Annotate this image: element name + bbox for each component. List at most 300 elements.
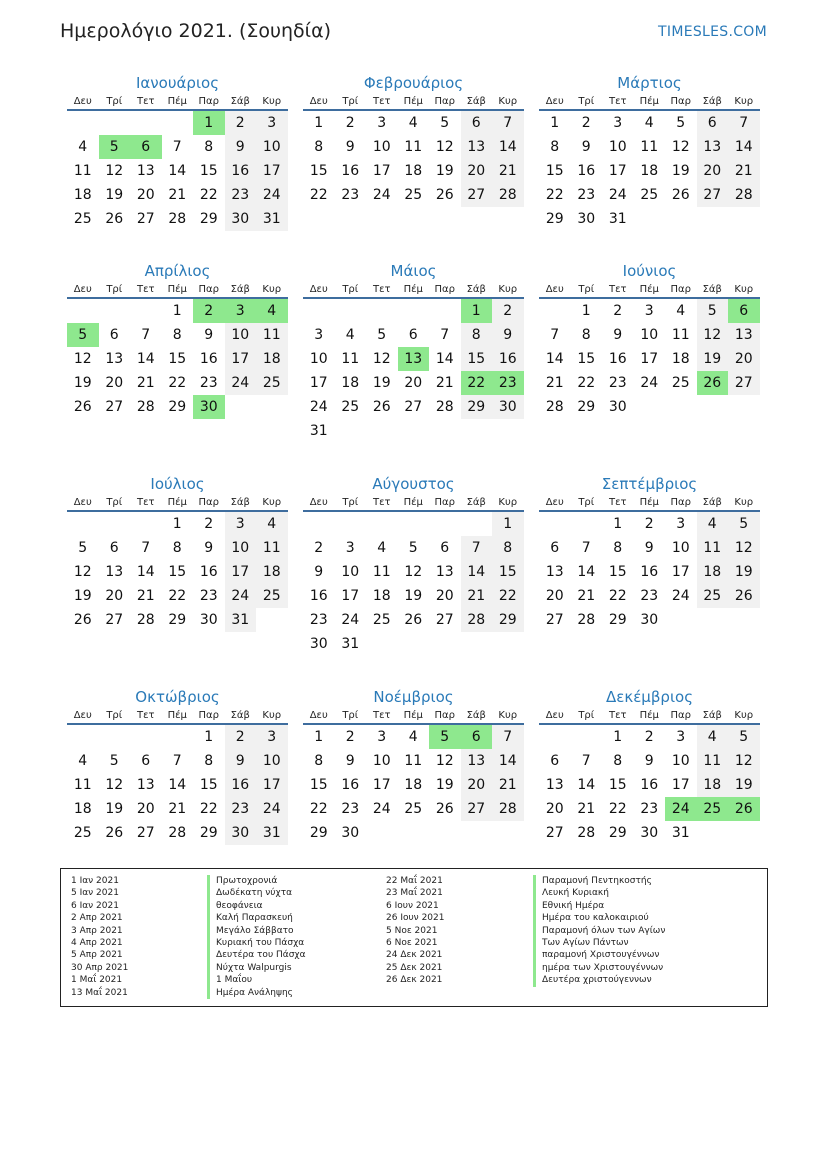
week-row	[303, 821, 524, 845]
day-cell: 20	[105, 375, 124, 391]
day-cell: 13	[136, 777, 155, 793]
day-cell: 24	[256, 183, 288, 207]
day-cell: 30	[608, 399, 627, 415]
weekday-label: Κυρ	[734, 284, 754, 295]
day-cell: 25	[256, 584, 288, 608]
week-row	[67, 183, 288, 207]
day-cell: 17	[256, 773, 288, 797]
month-calendar	[303, 473, 524, 656]
day-cell: 15	[545, 163, 564, 179]
empty-day-cell	[728, 608, 760, 632]
day-cell: 13	[728, 323, 760, 347]
day-cell: 29	[199, 211, 218, 227]
week-row	[67, 207, 288, 231]
legend-date: 30 Απρ 2021	[71, 962, 129, 973]
day-cell: 19	[372, 375, 391, 391]
day-cell: 25	[404, 801, 423, 817]
weekday-label: Τετ	[372, 96, 391, 107]
weekday-label: Παρ	[434, 96, 455, 107]
day-cell: 11	[404, 753, 423, 769]
day-cell: 3	[613, 115, 623, 131]
day-cell: 31	[225, 608, 257, 632]
weekday-label: Σάβ	[230, 284, 250, 295]
week-row	[539, 299, 760, 323]
day-cell: 12	[728, 749, 760, 773]
legend-holiday-name: Λευκή Κυριακή	[533, 887, 665, 899]
day-cell: 28	[461, 608, 493, 632]
day-cell: 4	[377, 540, 387, 556]
week-row	[303, 183, 524, 207]
day-cell: 2	[492, 299, 524, 323]
day-cell: 14	[435, 351, 454, 367]
weekday-label: Δευ	[73, 497, 92, 508]
day-cell: 21	[136, 375, 155, 391]
weekday-label: Κυρ	[498, 284, 518, 295]
day-cell: 16	[341, 163, 360, 179]
day-cell: 21	[577, 588, 596, 604]
day-cell: 1	[172, 303, 182, 319]
empty-day-cell	[697, 608, 729, 632]
day-cell: 23	[225, 797, 257, 821]
day-cell: 13	[136, 163, 155, 179]
day-cell: 24	[341, 612, 360, 628]
month-calendar	[539, 473, 760, 632]
holiday-day-cell: 1	[193, 111, 225, 135]
day-cell: 19	[435, 163, 454, 179]
day-cell: 12	[728, 536, 760, 560]
weekday-label: Τρί	[578, 710, 595, 721]
day-cell: 16	[225, 773, 257, 797]
weekday-label: Τετ	[136, 284, 155, 295]
legend-dates-right	[386, 875, 444, 987]
week-row	[67, 299, 288, 323]
weekday-label: Σάβ	[466, 497, 486, 508]
day-cell: 17	[372, 777, 391, 793]
day-cell: 19	[728, 773, 760, 797]
day-cell: 11	[697, 536, 729, 560]
weekday-label: Κυρ	[262, 497, 282, 508]
weekday-label: Τρί	[578, 497, 595, 508]
day-cell: 11	[404, 139, 423, 155]
day-cell: 22	[168, 375, 187, 391]
week-row	[303, 773, 524, 797]
weekday-label: Κυρ	[734, 497, 754, 508]
day-cell: 29	[608, 825, 627, 841]
day-cell: 16	[492, 347, 524, 371]
day-cell: 14	[168, 777, 187, 793]
day-cell: 11	[671, 327, 690, 343]
day-cell: 2	[314, 540, 324, 556]
day-cell: 4	[408, 115, 418, 131]
week-row	[539, 560, 760, 584]
month-name: Δεκέμβριος	[605, 688, 693, 706]
day-cell: 4	[676, 303, 686, 319]
empty-day-cell	[335, 512, 367, 536]
holiday-day-cell: 6	[728, 299, 760, 323]
week-row	[303, 725, 524, 749]
day-cell: 23	[199, 375, 218, 391]
month-calendar	[539, 260, 760, 419]
weekday-header	[539, 94, 760, 111]
day-cell: 4	[644, 115, 654, 131]
day-cell: 5	[697, 299, 729, 323]
legend-holiday-name: Δευτέρα χριστούγεννων	[533, 974, 665, 986]
day-cell: 24	[372, 187, 391, 203]
weekday-label: Δευ	[545, 96, 564, 107]
empty-day-cell	[539, 725, 571, 749]
weekday-header	[539, 282, 760, 299]
day-cell: 2	[204, 516, 214, 532]
day-cell: 22	[199, 801, 218, 817]
month-calendar	[539, 72, 760, 231]
weekday-label: Κυρ	[262, 284, 282, 295]
day-cell: 1	[550, 115, 560, 131]
day-cell: 27	[461, 183, 493, 207]
day-cell: 14	[728, 135, 760, 159]
month-calendar	[303, 72, 524, 207]
weekday-header	[67, 282, 288, 299]
day-cell: 5	[408, 540, 418, 556]
empty-day-cell	[665, 207, 697, 231]
day-cell: 30	[225, 821, 257, 845]
day-cell: 27	[545, 612, 564, 628]
day-cell: 13	[461, 749, 493, 773]
legend-date: 5 Απρ 2021	[71, 950, 123, 961]
day-cell: 28	[577, 825, 596, 841]
day-cell: 27	[105, 612, 124, 628]
day-cell: 15	[461, 347, 493, 371]
day-cell: 27	[404, 399, 423, 415]
month-calendar	[67, 72, 288, 231]
weekday-label: Δευ	[73, 284, 92, 295]
month-calendar	[539, 686, 760, 845]
day-cell: 8	[461, 323, 493, 347]
day-cell: 4	[345, 327, 355, 343]
day-cell: 13	[545, 564, 564, 580]
week-row	[303, 560, 524, 584]
month-calendar	[67, 260, 288, 419]
day-cell: 30	[309, 636, 328, 652]
weekday-label: Τρί	[342, 497, 359, 508]
day-cell: 23	[199, 588, 218, 604]
weekday-header	[67, 495, 288, 512]
day-cell: 2	[644, 729, 654, 745]
week-row	[303, 347, 524, 371]
day-cell: 23	[577, 187, 596, 203]
day-cell: 15	[492, 560, 524, 584]
week-row	[539, 749, 760, 773]
day-cell: 18	[256, 347, 288, 371]
empty-day-cell	[67, 512, 99, 536]
day-cell: 6	[697, 111, 729, 135]
day-cell: 26	[671, 187, 690, 203]
day-cell: 17	[372, 163, 391, 179]
weekday-label: Παρ	[198, 96, 219, 107]
weekday-label: Τετ	[372, 497, 391, 508]
week-row	[303, 749, 524, 773]
day-cell: 8	[613, 753, 623, 769]
empty-day-cell	[366, 632, 398, 656]
day-cell: 2	[345, 729, 355, 745]
week-row	[67, 797, 288, 821]
weekday-label: Πέμ	[403, 284, 423, 295]
day-cell: 7	[581, 540, 591, 556]
day-cell: 12	[105, 777, 124, 793]
holiday-day-cell: 5	[429, 725, 461, 749]
day-cell: 20	[461, 159, 493, 183]
day-cell: 21	[492, 773, 524, 797]
day-cell: 30	[640, 612, 659, 628]
day-cell: 16	[309, 588, 328, 604]
weekday-header	[303, 708, 524, 725]
week-row	[67, 135, 288, 159]
day-cell: 29	[545, 211, 564, 227]
day-cell: 15	[608, 564, 627, 580]
day-cell: 3	[256, 725, 288, 749]
day-cell: 30	[199, 612, 218, 628]
week-row	[539, 584, 760, 608]
day-cell: 2	[581, 115, 591, 131]
day-cell: 16	[341, 777, 360, 793]
legend-date: 6 Ιαν 2021	[71, 900, 119, 911]
legend-date: 25 Δεκ 2021	[386, 962, 443, 973]
weekday-label: Δευ	[545, 497, 564, 508]
day-cell: 26	[435, 801, 454, 817]
empty-day-cell	[162, 111, 194, 135]
month-name: Σεπτέμβριος	[601, 475, 698, 493]
day-cell: 15	[577, 351, 596, 367]
day-cell: 10	[225, 323, 257, 347]
day-cell: 18	[671, 351, 690, 367]
day-cell: 9	[225, 749, 257, 773]
day-cell: 27	[435, 612, 454, 628]
day-cell: 12	[671, 139, 690, 155]
weekday-label: Πέμ	[639, 710, 659, 721]
weekday-label: Τετ	[608, 96, 627, 107]
weekday-label: Πέμ	[639, 284, 659, 295]
day-cell: 2	[225, 725, 257, 749]
day-cell: 24	[671, 588, 690, 604]
day-cell: 5	[676, 115, 686, 131]
weekday-label: Τετ	[608, 710, 627, 721]
day-cell: 17	[671, 777, 690, 793]
empty-day-cell	[429, 299, 461, 323]
day-cell: 1	[314, 729, 324, 745]
day-cell: 24	[372, 801, 391, 817]
holiday-day-cell: 23	[492, 371, 524, 395]
legend-dates-left	[71, 875, 128, 999]
day-cell: 8	[314, 139, 324, 155]
day-cell: 13	[461, 135, 493, 159]
day-cell: 25	[73, 825, 92, 841]
brand-link[interactable]: TIMESLES.COM	[658, 24, 767, 40]
day-cell: 18	[73, 187, 92, 203]
week-row	[303, 135, 524, 159]
day-cell: 5	[377, 327, 387, 343]
holiday-day-cell: 6	[461, 725, 493, 749]
day-cell: 3	[314, 327, 324, 343]
day-cell: 13	[545, 777, 564, 793]
day-cell: 25	[640, 187, 659, 203]
weekday-label: Παρ	[670, 284, 691, 295]
day-cell: 6	[408, 327, 418, 343]
day-cell: 4	[697, 725, 729, 749]
day-cell: 3	[676, 729, 686, 745]
weekday-header	[303, 282, 524, 299]
empty-day-cell	[335, 419, 367, 443]
day-cell: 4	[256, 512, 288, 536]
day-cell: 18	[640, 163, 659, 179]
week-row	[67, 773, 288, 797]
day-cell: 11	[372, 564, 391, 580]
day-cell: 5	[109, 753, 119, 769]
weekday-label: Τετ	[608, 497, 627, 508]
day-cell: 13	[697, 135, 729, 159]
day-cell: 18	[372, 588, 391, 604]
empty-day-cell	[492, 821, 524, 845]
empty-day-cell	[99, 512, 131, 536]
legend-date: 4 Απρ 2021	[71, 937, 123, 948]
day-cell: 29	[168, 612, 187, 628]
day-cell: 8	[314, 753, 324, 769]
empty-day-cell	[366, 299, 398, 323]
empty-day-cell	[429, 512, 461, 536]
holiday-day-cell: 5	[99, 135, 131, 159]
day-cell: 2	[345, 115, 355, 131]
day-cell: 25	[671, 375, 690, 391]
weekday-label: Τρί	[106, 96, 123, 107]
day-cell: 6	[109, 327, 119, 343]
weekday-header	[67, 708, 288, 725]
day-cell: 20	[105, 588, 124, 604]
day-cell: 26	[73, 399, 92, 415]
weekday-label: Σάβ	[230, 96, 250, 107]
empty-day-cell	[99, 299, 131, 323]
day-cell: 19	[435, 777, 454, 793]
day-cell: 8	[492, 536, 524, 560]
day-cell: 3	[377, 729, 387, 745]
empty-day-cell	[162, 725, 194, 749]
day-cell: 9	[492, 323, 524, 347]
day-cell: 8	[172, 327, 182, 343]
weekday-label: Δευ	[309, 497, 328, 508]
weekday-label: Δευ	[309, 710, 328, 721]
day-cell: 3	[225, 512, 257, 536]
weekday-label: Κυρ	[734, 710, 754, 721]
day-cell: 21	[492, 159, 524, 183]
week-row	[67, 560, 288, 584]
day-cell: 26	[105, 825, 124, 841]
week-row	[303, 632, 524, 656]
weekday-label: Κυρ	[498, 497, 518, 508]
weekday-label: Παρ	[670, 710, 691, 721]
holiday-day-cell: 1	[461, 299, 493, 323]
empty-day-cell	[99, 111, 131, 135]
week-row	[67, 512, 288, 536]
weekday-label: Κυρ	[498, 96, 518, 107]
weekday-label: Κυρ	[262, 96, 282, 107]
day-cell: 22	[492, 584, 524, 608]
month-name: Φεβρουάριος	[363, 74, 464, 92]
day-cell: 28	[577, 612, 596, 628]
day-cell: 28	[492, 797, 524, 821]
legend-holiday-name: Των Αγίων Πάντων	[533, 937, 665, 949]
empty-day-cell	[492, 419, 524, 443]
week-row	[303, 111, 524, 135]
legend-date: 13 Μαΐ 2021	[71, 987, 128, 998]
weekday-label: Τρί	[342, 96, 359, 107]
day-cell: 22	[309, 187, 328, 203]
empty-day-cell	[398, 512, 430, 536]
day-cell: 1	[613, 516, 623, 532]
day-cell: 19	[105, 187, 124, 203]
day-cell: 21	[545, 375, 564, 391]
day-cell: 22	[545, 187, 564, 203]
weekday-label: Πέμ	[167, 96, 187, 107]
day-cell: 31	[671, 825, 690, 841]
day-cell: 5	[440, 115, 450, 131]
empty-day-cell	[697, 207, 729, 231]
day-cell: 30	[640, 825, 659, 841]
day-cell: 15	[168, 564, 187, 580]
day-cell: 31	[608, 211, 627, 227]
day-cell: 6	[550, 540, 560, 556]
day-cell: 9	[644, 540, 654, 556]
month-name: Αύγουστος	[372, 475, 455, 493]
week-row	[303, 608, 524, 632]
weekday-label: Πέμ	[403, 497, 423, 508]
day-cell: 20	[545, 801, 564, 817]
day-cell: 8	[172, 540, 182, 556]
week-row	[539, 135, 760, 159]
weekday-label: Πέμ	[403, 710, 423, 721]
weekday-label: Πέμ	[167, 284, 187, 295]
day-cell: 21	[728, 159, 760, 183]
week-row	[539, 395, 760, 419]
weekday-label: Τετ	[136, 710, 155, 721]
week-row	[539, 207, 760, 231]
day-cell: 17	[640, 351, 659, 367]
empty-day-cell	[728, 207, 760, 231]
day-cell: 2	[644, 516, 654, 532]
holiday-day-cell: 22	[461, 371, 493, 395]
day-cell: 23	[608, 375, 627, 391]
day-cell: 7	[461, 536, 493, 560]
empty-day-cell	[571, 512, 603, 536]
day-cell: 26	[404, 612, 423, 628]
week-row	[539, 773, 760, 797]
week-row	[539, 797, 760, 821]
weekday-label: Παρ	[198, 284, 219, 295]
day-cell: 31	[309, 423, 328, 439]
week-row	[539, 111, 760, 135]
day-cell: 6	[109, 540, 119, 556]
day-cell: 7	[492, 111, 524, 135]
day-cell: 4	[78, 753, 88, 769]
empty-day-cell	[728, 395, 760, 419]
day-cell: 12	[435, 753, 454, 769]
legend-date: 26 Δεκ 2021	[386, 975, 443, 986]
empty-day-cell	[130, 299, 162, 323]
week-row	[539, 323, 760, 347]
weekday-label: Τετ	[136, 96, 155, 107]
week-row	[303, 536, 524, 560]
week-row	[303, 371, 524, 395]
weekday-label: Δευ	[73, 710, 92, 721]
day-cell: 8	[204, 139, 214, 155]
empty-day-cell	[256, 608, 288, 632]
month-name: Νοέμβριος	[373, 688, 454, 706]
